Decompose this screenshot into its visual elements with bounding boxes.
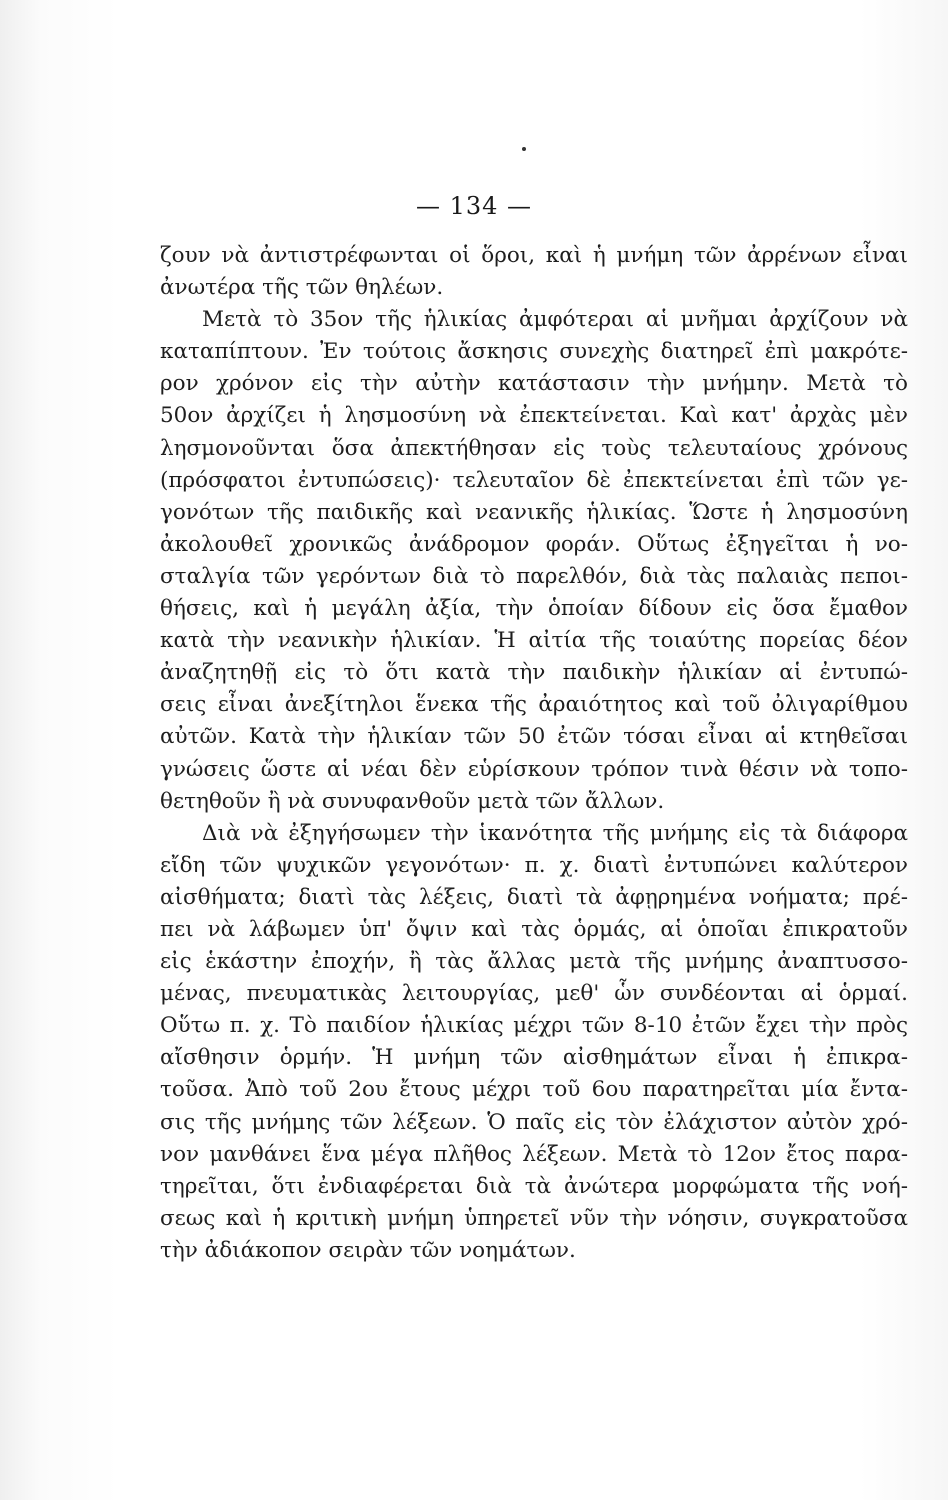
text-line: αἰσθήματα; διατὶ τὰς λέξεις, διατὶ τὰ ἀφῃρημένα νοήματα; πρέ- [160, 884, 908, 910]
text-line: μένας, πνευματικὰς λειτουργίας, μεθ' ὧν συνδέονται αἱ ὁρμαί. [160, 981, 908, 1007]
text-line: εἰς ἑκάστην ἐποχήν, ἢ τὰς ἄλλας μετὰ τῆς μνήμης ἀναπτυσσο- [160, 949, 908, 975]
text-line: θετηθοῦν ἢ νὰ συνυφανθοῦν μετὰ τῶν ἄλλων. [160, 788, 665, 814]
text-line: ἀκολουθεῖ χρονικῶς ἀνάδρομον φοράν. Οὕτως ἐξηγεῖται ἡ νο- [160, 531, 908, 557]
text-line: Διὰ νὰ ἐξηγήσωμεν τὴν ἱκανότητα τῆς μνήμης εἰς τὰ διάφορα [202, 820, 908, 846]
text-line: αἴσθησιν ὁρμήν. Ἡ μνήμη τῶν αἰσθημάτων εἶναι ἡ ἐπικρα- [160, 1045, 908, 1071]
text-line: κατὰ τὴν νεανικὴν ἡλικίαν. Ἡ αἰτία τῆς τοιαύτης πορείας δέον [160, 628, 908, 654]
text-line: γνώσεις ὥστε αἱ νέαι δὲν εὑρίσκουν τρόπον τινὰ θέσιν νὰ τοπο- [160, 756, 908, 782]
text-line: Μετὰ τὸ 35ον τῆς ἡλικίας ἀμφότεραι αἱ μνῆμαι ἀρχίζουν νὰ [202, 307, 908, 333]
text-line: ζουν νὰ ἀντιστρέφωνται οἱ ὅροι, καὶ ἡ μνήμη τῶν ἀρρένων εἶναι [160, 243, 908, 268]
body-text [160, 240, 908, 1267]
text-line: αὐτῶν. Κατὰ τὴν ἡλικίαν τῶν 50 ἐτῶν τόσαι εἶναι αἱ κτηθεῖσαι [160, 724, 908, 750]
text-line: ἀνωτέρα τῆς τῶν θηλέων. [160, 275, 444, 301]
text-line: ἀναζητηθῇ εἰς τὸ ὅτι κατὰ τὴν παιδικὴν ἡλικίαν αἱ ἐντυπώ- [160, 660, 908, 686]
text-line: σεις εἶναι ἀνεξίτηλοι ἕνεκα τῆς ἀραιότητος καὶ τοῦ ὀλιγαρίθμου [160, 692, 908, 718]
text-line: λησμονοῦνται ὅσα ἀπεκτήθησαν εἰς τοὺς τελευταίους χρόνους [160, 435, 908, 461]
text-line: σις τῆς μνήμης τῶν λέξεων. Ὁ παῖς εἰς τὸν ἐλάχιστον αὐτὸν χρό- [160, 1109, 908, 1135]
text-line: τοῦσα. Ἀπὸ τοῦ 2ου ἔτους μέχρι τοῦ 6ου παρατηρεῖται μία ἔντα- [160, 1077, 908, 1103]
text-line: (πρόσφατοι ἐντυπώσεις)· τελευταῖον δὲ ἐπεκτείνεται ἐπὶ τῶν γε- [160, 467, 908, 493]
text-line: νον μανθάνει ἕνα μέγα πλῆθος λέξεων. Μετὰ τὸ 12ον ἔτος παρα- [160, 1141, 908, 1167]
text-line: εἴδη τῶν ψυχικῶν γεγονότων· π. χ. διατὶ ἐντυπώνει καλύτερον [160, 852, 908, 878]
text-line: τηρεῖται, ὅτι ἐνδιαφέρεται διὰ τὰ ἀνώτερα μορφώματα τῆς νοή- [160, 1173, 908, 1199]
text-line: 50ον ἀρχίζει ἡ λησμοσύνη νὰ ἐπεκτείνεται. Καὶ κατ' ἀρχὰς μὲν [160, 403, 908, 429]
text-line: καταπίπτουν. Ἐν τούτοις ἄσκησις συνεχὴς διατηρεῖ ἐπὶ μακρότε- [160, 339, 908, 365]
text-line: γονότων τῆς παιδικῆς καὶ νεανικῆς ἡλικίας. Ὥστε ἡ λησμοσύνη [160, 499, 908, 525]
text-line: Οὕτω π. χ. Τὸ παιδίον ἡλικίας μέχρι τῶν 8-10 ἐτῶν ἔχει τὴν πρὸς [160, 1013, 908, 1039]
text-line: τὴν ἀδιάκοπον σειρὰν τῶν νοημάτων. [160, 1237, 576, 1263]
text-line: σεως καὶ ἡ κριτικὴ μνήμη ὑπηρετεῖ νῦν τὴν νόησιν, συγκρατοῦσα [160, 1205, 908, 1231]
text-line: ρον χρόνον εἰς τὴν αὐτὴν κατάστασιν τὴν μνήμην. Μετὰ τὸ [160, 371, 908, 397]
page-number: — 134 — [415, 192, 533, 220]
text-line: θήσεις, καὶ ἡ μεγάλη ἀξία, τὴν ὁποίαν δίδουν εἰς ὅσα ἔμαθον [160, 596, 908, 622]
text-line: σταλγία τῶν γερόντων διὰ τὸ παρελθόν, διὰ τὰς παλαιὰς πεποι- [160, 563, 908, 589]
ink-speck [522, 147, 526, 151]
text-line: πει νὰ λάβωμεν ὑπ' ὄψιν καὶ τὰς ὁρμάς, αἱ ὁποῖαι ἐπικρατοῦν [160, 916, 908, 942]
